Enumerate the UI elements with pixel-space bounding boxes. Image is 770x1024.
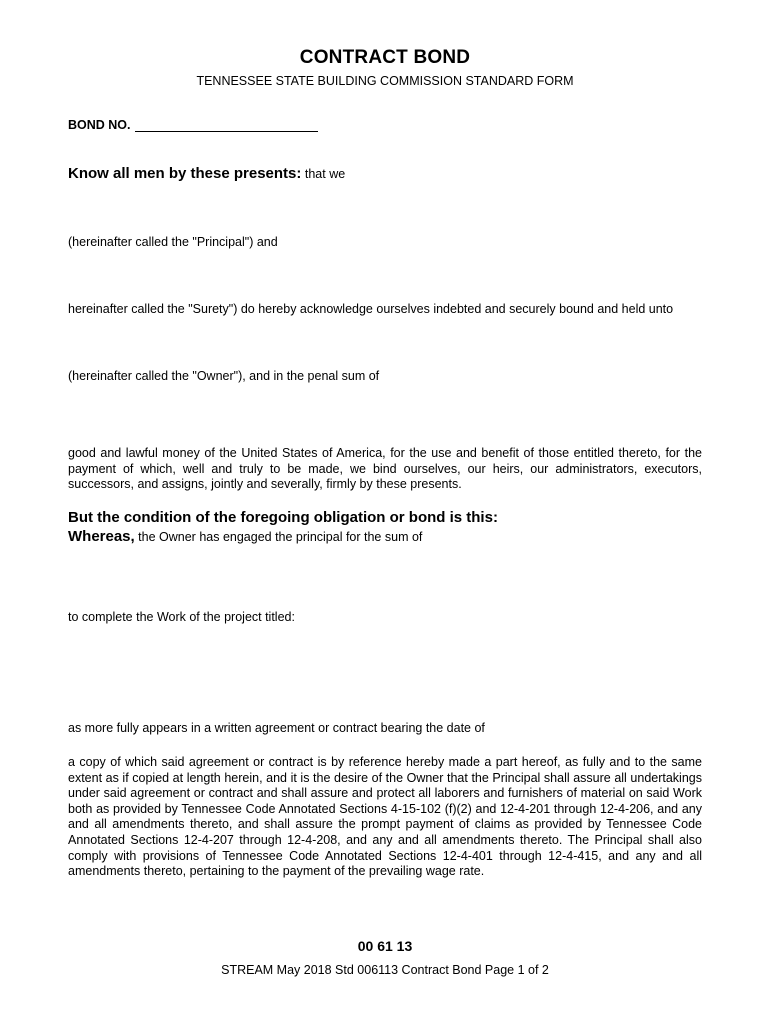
bond-number-blank-line — [135, 119, 318, 132]
principal-line: (hereinafter called the "Principal") and — [68, 235, 278, 249]
document-title: CONTRACT BOND — [299, 47, 471, 68]
section-code: 00 61 13 — [357, 938, 413, 954]
whereas-line — [68, 528, 422, 545]
agreement-paragraph: a copy of which said agreement or contract is by reference hereby made a part hereof, as fully and to the same extent as if copied at length herein, and it is the desire of the Owner that the Principal shall assure all undertakings under said agreement or contract and shall assure and protect all laborers and furnishers of material on said Work both as provided by Tennessee Code Annotated Sections 4-15-102 (f)(2) and 12-4-201 through 12-4-206, and any and all amendments thereto, and shall assure the prompt payment of claims as provided by Tennessee Code Annotated Sections 12-4-207 through 12-4-208, and any and all amendments thereto. The Principal shall also comply with provisions of Tennessee Code Annotated Sections 12-4-401 through 12-4-415, and any and all amendments thereto, pertaining to the payment of the prevailing wage rate. — [68, 755, 702, 879]
whereas-rest: the Owner has engaged the principal for the sum of — [134, 530, 423, 544]
know-all-lead: Know all men by these presents: — [68, 165, 302, 182]
money-paragraph: good and lawful money of the United States of America, for the use and benefit of those entitled thereto, for the payment of which, well and truly to be made, we bind ourselves, our heirs, our administrators, executors, successors, and assigns, jointly and severally, firmly by these presents. — [68, 446, 702, 492]
bond-number-field — [68, 118, 318, 132]
condition-heading: But the condition of the foregoing obligation or bond is this: — [68, 509, 498, 526]
date-line: as more fully appears in a written agreement or contract bearing the date of — [68, 721, 485, 735]
whereas-lead: Whereas, — [68, 528, 135, 545]
owner-line: (hereinafter called the "Owner"), and in the penal sum of — [68, 369, 380, 383]
page-footer: STREAM May 2018 Std 006113 Contract Bond Page 1 of 2 — [221, 963, 549, 977]
know-all-line — [68, 165, 345, 182]
project-line: to complete the Work of the project titled: — [68, 610, 295, 624]
bond-number-label: BOND NO. — [68, 118, 131, 132]
document-subtitle: TENNESSEE STATE BUILDING COMMISSION STANDARD FORM — [196, 74, 574, 88]
know-all-rest: that we — [301, 167, 346, 181]
surety-line: hereinafter called the "Surety") do hereby acknowledge ourselves indebted and securely bound and held unto — [68, 302, 674, 316]
